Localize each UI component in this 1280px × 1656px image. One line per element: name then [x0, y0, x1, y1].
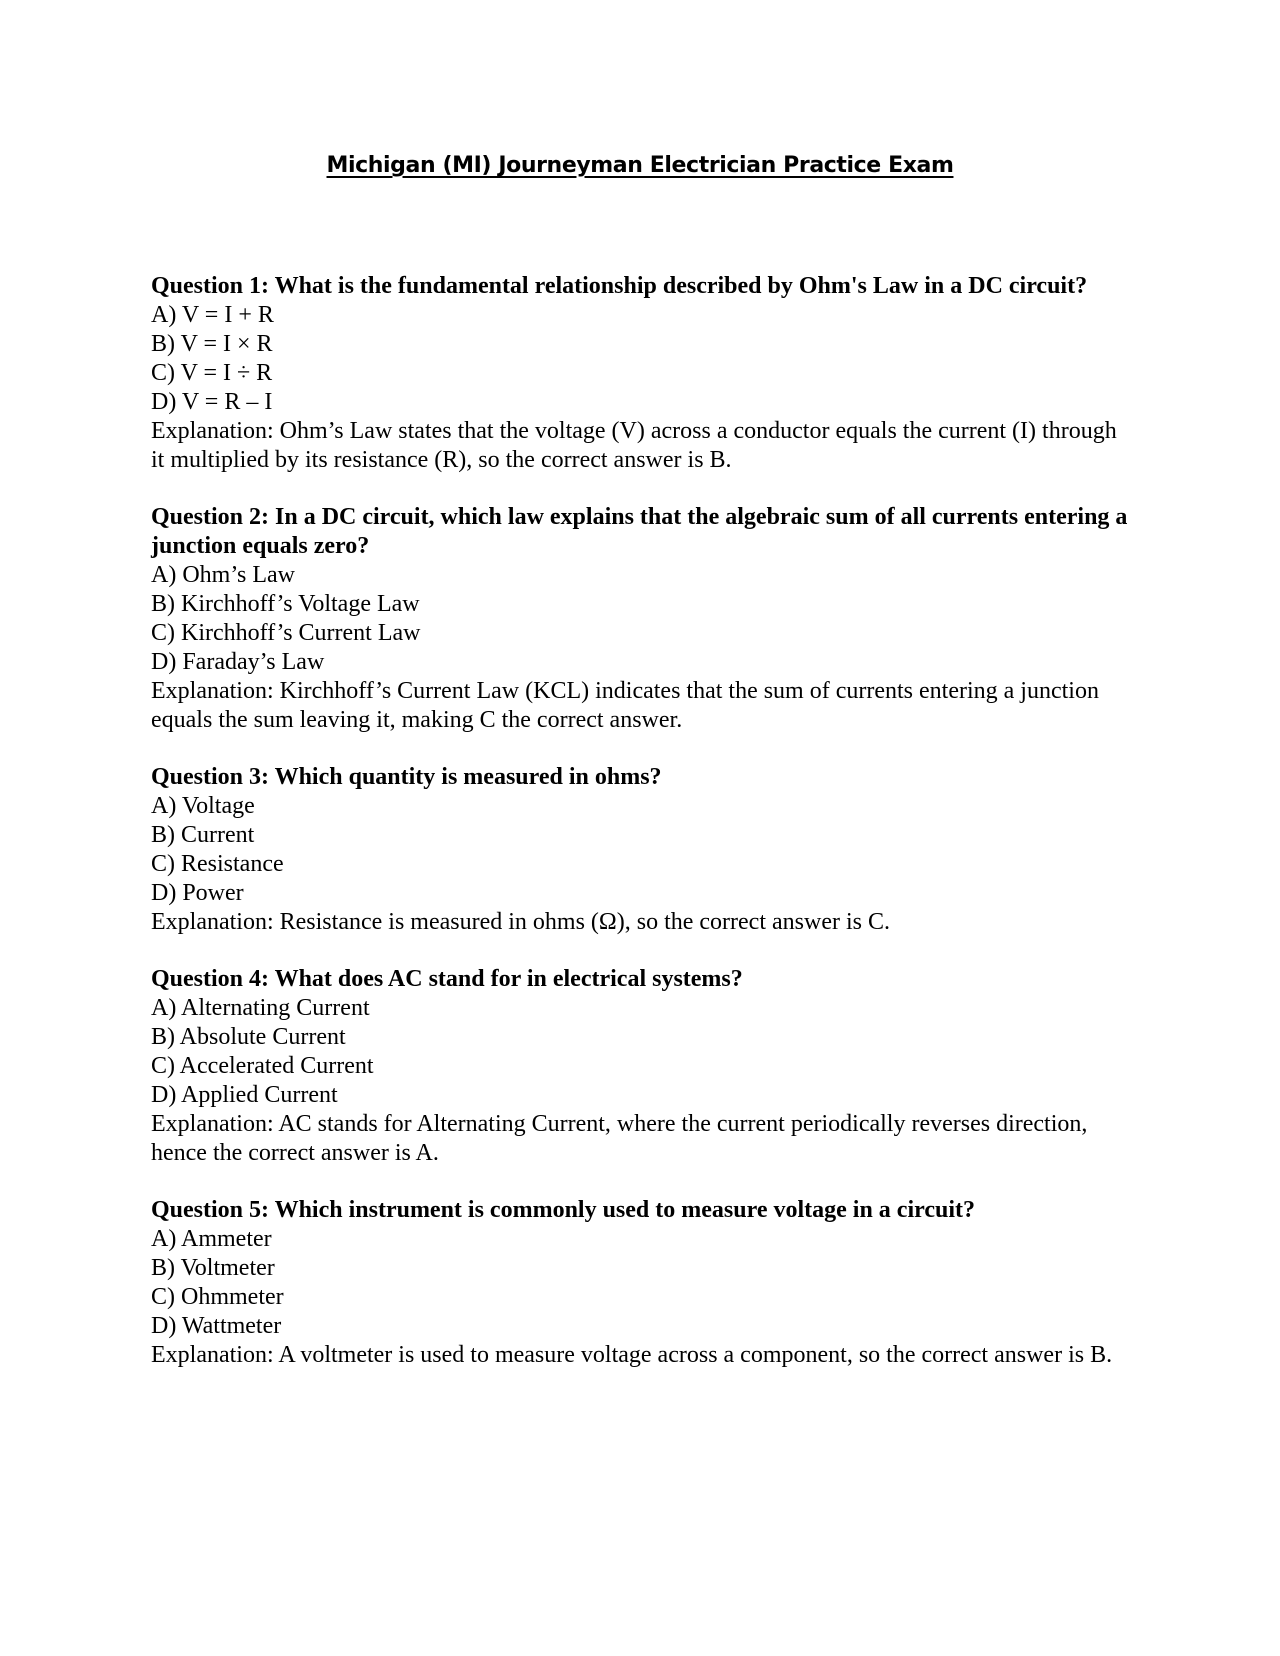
- answer-option: A) Alternating Current: [151, 995, 370, 1021]
- explanation-text: Explanation: Ohm’s Law states that the voltage (V) across a conductor equals the current (I) through it multiplied by its resistance (R), so the correct answer is B.: [151, 418, 1117, 473]
- page-title: [0, 150, 1280, 182]
- answer-option: B) Voltmeter: [151, 1255, 275, 1281]
- answer-option: D) Faraday’s Law: [151, 649, 325, 675]
- question-text: Question 3: Which quantity is measured in ohms?: [151, 764, 662, 790]
- page-title-text: Michigan (MI) Journeyman Electrician Practice Exam: [326, 153, 954, 178]
- answer-option: C) Resistance: [151, 851, 284, 877]
- answer-option: D) V = R – I: [151, 389, 273, 415]
- answer-option: A) Voltage: [151, 793, 255, 819]
- answer-option: A) V = I + R: [151, 302, 274, 328]
- answer-option: C) Kirchhoff’s Current Law: [151, 620, 421, 646]
- question-5: [151, 1196, 1131, 1370]
- answer-option: D) Wattmeter: [151, 1313, 282, 1339]
- answer-option: B) Absolute Current: [151, 1024, 346, 1050]
- explanation-text: Explanation: Resistance is measured in ohms (Ω), so the correct answer is C.: [151, 909, 890, 935]
- answer-option: C) Ohmmeter: [151, 1284, 284, 1310]
- explanation-text: Explanation: A voltmeter is used to measure voltage across a component, so the correct answer is B.: [151, 1342, 1113, 1368]
- question-text: Question 1: What is the fundamental relationship described by Ohm's Law in a DC circuit?: [151, 273, 1088, 299]
- explanation-text: Explanation: AC stands for Alternating Current, where the current periodically reverses direction, hence the correct answer is A.: [151, 1111, 1088, 1166]
- question-text: Question 5: Which instrument is commonly used to measure voltage in a circuit?: [151, 1197, 975, 1223]
- question-list: [151, 272, 1131, 1398]
- answer-option: C) Accelerated Current: [151, 1053, 374, 1079]
- explanation-text: Explanation: Kirchhoff’s Current Law (KCL) indicates that the sum of currents entering a junction equals the sum leaving it, making C the correct answer.: [151, 678, 1099, 733]
- answer-option: D) Applied Current: [151, 1082, 338, 1108]
- answer-option: B) Current: [151, 822, 255, 848]
- answer-option: B) Kirchhoff’s Voltage Law: [151, 591, 420, 617]
- answer-option: C) V = I ÷ R: [151, 360, 273, 386]
- question-2: [151, 503, 1131, 735]
- answer-option: A) Ammeter: [151, 1226, 272, 1252]
- answer-option: D) Power: [151, 880, 244, 906]
- question-1: [151, 272, 1131, 475]
- answer-option: B) V = I × R: [151, 331, 273, 357]
- answer-option: A) Ohm’s Law: [151, 562, 295, 588]
- question-3: [151, 763, 1131, 937]
- question-text: Question 4: What does AC stand for in electrical systems?: [151, 966, 743, 992]
- question-text: Question 2: In a DC circuit, which law explains that the algebraic sum of all currents entering a junction equals zero?: [151, 504, 1128, 559]
- question-4: [151, 965, 1131, 1168]
